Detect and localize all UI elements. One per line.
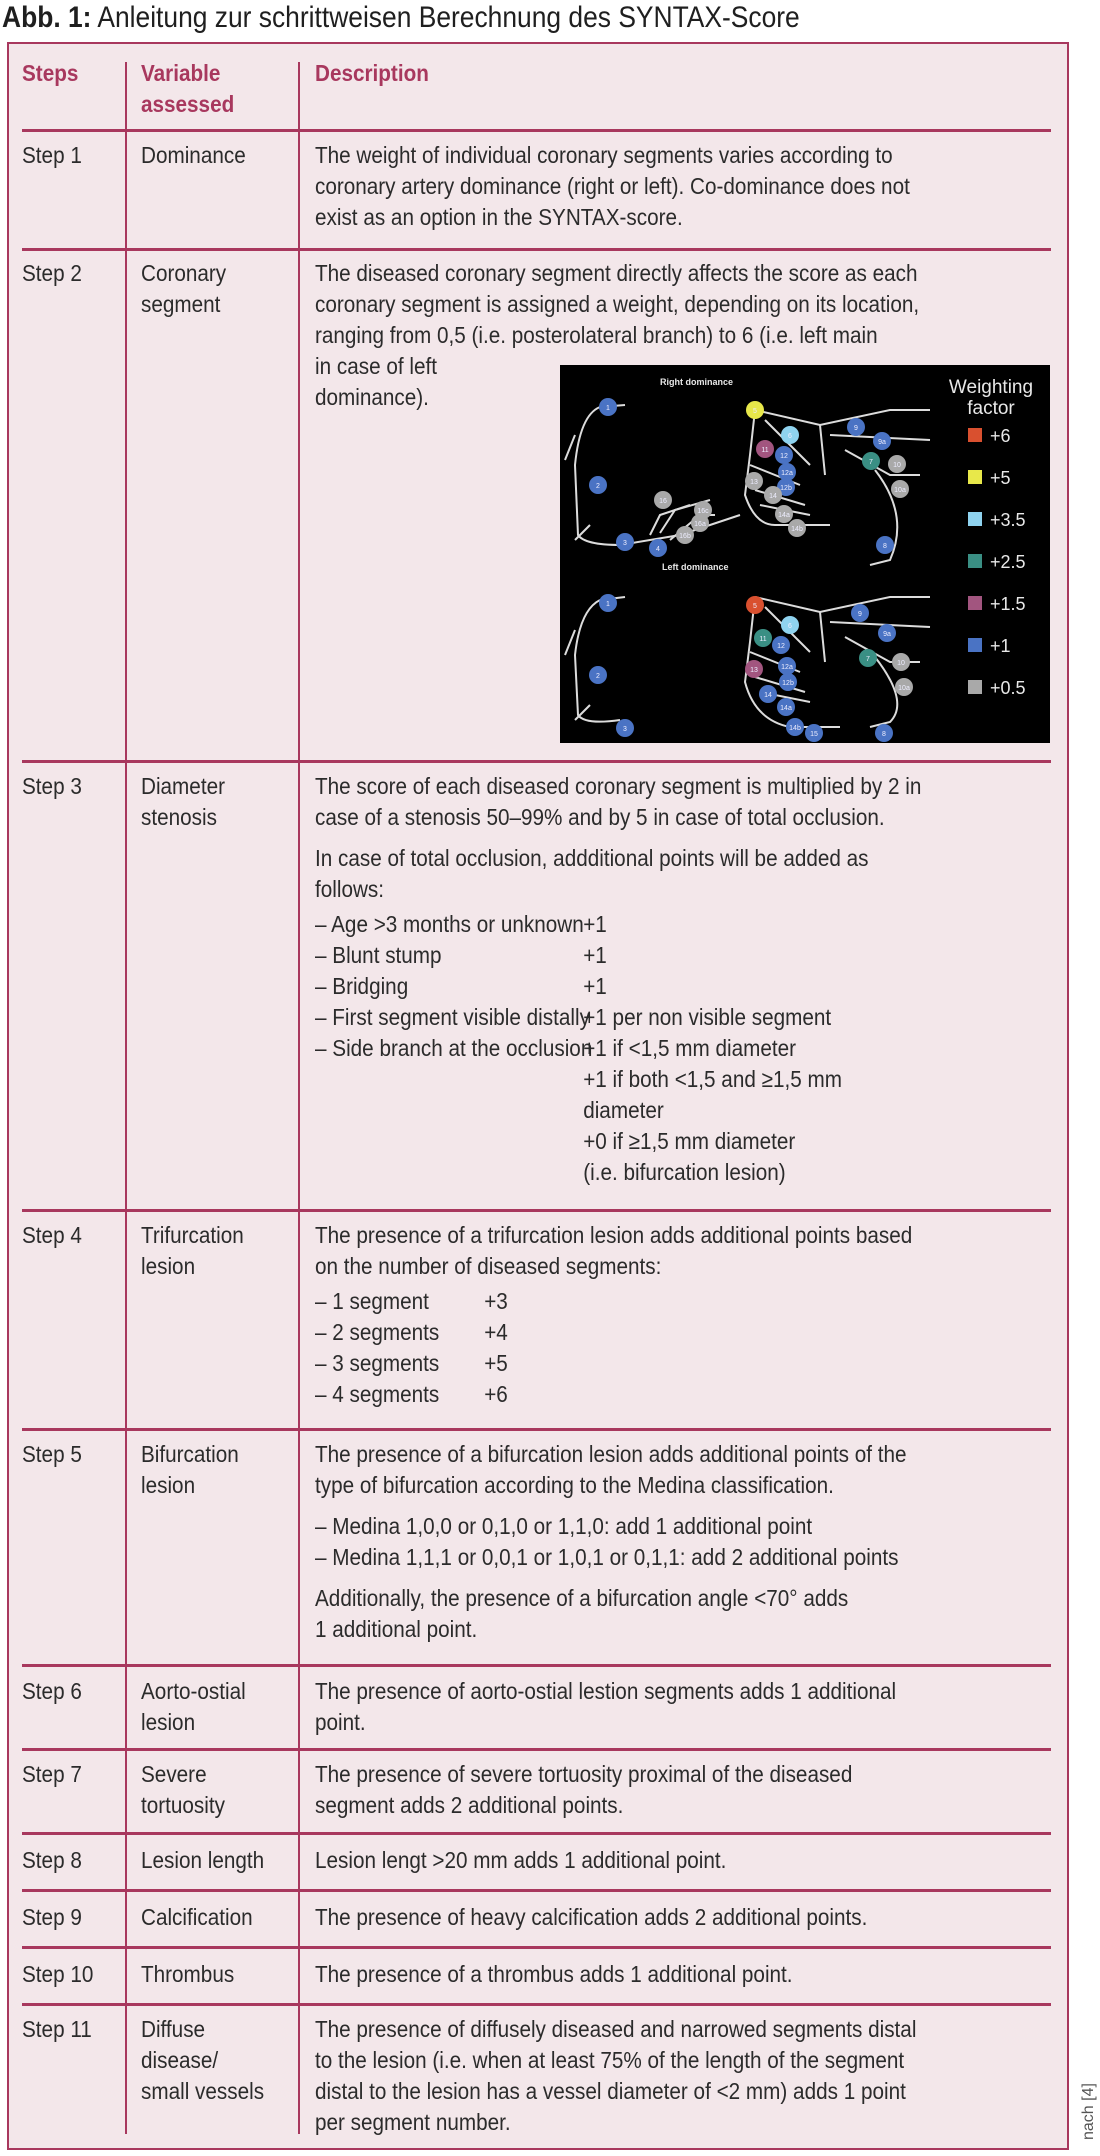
right-dominance-segment-label: 12a	[781, 470, 793, 477]
right-dominance-segment-label: 14b	[791, 526, 803, 533]
step-label: Step 7	[22, 1761, 82, 1787]
header-description: Description	[315, 60, 429, 86]
left-dominance-segment-label: 2	[596, 673, 600, 680]
variable-assessed	[141, 258, 226, 320]
left-dominance-segment-label: 6	[788, 623, 792, 630]
description-line: 1 additional point.	[315, 1616, 478, 1642]
row-divider	[22, 129, 1051, 132]
step-label: Step 2	[22, 260, 82, 286]
variable-line: lesion	[141, 1472, 196, 1498]
right-dominance-segment-label: 16	[659, 498, 667, 505]
trifurcation-points-list	[315, 1286, 912, 1410]
left-dominance-segment-label: 14a	[780, 705, 792, 712]
step-label: Step 8	[22, 1847, 82, 1873]
description-line: point.	[315, 1709, 366, 1735]
right-dominance-segment-label: 16c	[697, 508, 709, 515]
right-dominance-segment-label: 13	[750, 479, 758, 486]
vessel-path	[820, 425, 825, 475]
item-value: +1 if both <1,5 and ≥1,5 mm	[583, 1066, 842, 1092]
step-label: Step 9	[22, 1904, 82, 1930]
description-line: coronary artery dominance (right or left). Co-dominance does not	[315, 173, 910, 199]
item-label: – 4 segments	[315, 1381, 440, 1407]
step-description	[315, 1220, 912, 1410]
column-divider	[125, 62, 127, 2134]
row-divider	[22, 760, 1051, 763]
legend-title-line: Weighting	[948, 377, 1034, 398]
right-dominance-segment-label: 3	[623, 540, 627, 547]
item-value: +1	[583, 942, 607, 968]
left-dominance-segment-label: 9a	[883, 631, 891, 638]
right-dominance-segment-label: 2	[596, 483, 600, 490]
description-line: type of bifurcation according to the Medina classification.	[315, 1472, 834, 1498]
item-label: – Bridging	[315, 973, 409, 999]
right-dominance-segment-label: 16a	[694, 521, 706, 528]
vessel-path	[755, 597, 930, 612]
item-value: +1 if <1,5 mm diameter	[583, 1035, 797, 1061]
legend-label: +5	[990, 468, 1011, 488]
item-value: +4	[484, 1319, 508, 1345]
row-divider	[22, 1664, 1051, 1667]
row-divider	[22, 1748, 1051, 1751]
step-label: Step 3	[22, 773, 82, 799]
item-value: +3	[484, 1288, 508, 1314]
description-line: exist as an option in the SYNTAX-score.	[315, 204, 683, 230]
variable-line: Diameter	[141, 773, 225, 799]
description-line: The score of each diseased coronary segment is multiplied by 2 in	[315, 773, 922, 799]
step-label: Step 4	[22, 1222, 82, 1248]
variable-line: Severe	[141, 1761, 207, 1787]
variable-assessed	[141, 2014, 264, 2107]
row-divider	[22, 2003, 1051, 2006]
coronary-diagram-svg	[560, 365, 1050, 743]
description-line: dominance).	[315, 384, 429, 410]
header-variable	[141, 58, 234, 120]
variable-assessed	[141, 1959, 234, 1990]
step-description	[315, 1959, 793, 1990]
variable-line: small vessels	[141, 2078, 265, 2104]
left-dominance-segment-label: 7	[866, 656, 870, 663]
description-line: per segment number.	[315, 2109, 511, 2135]
right-dominance-segment-label: 6	[788, 433, 792, 440]
item-label: – Side branch at the occlusion	[315, 1035, 593, 1061]
medina-bullet: – Medina 1,1,1 or 0,0,1 or 1,0,1 or 0,1,1: add 2 additional points	[315, 1544, 899, 1570]
left-dominance-segment-label: 1	[606, 601, 610, 608]
row-divider	[22, 1946, 1051, 1949]
variable-assessed	[141, 140, 246, 171]
row-divider	[22, 1832, 1051, 1835]
description-line: ranging from 0,5 (i.e. posterolateral branch) to 6 (i.e. left main	[315, 322, 878, 348]
vessel-path	[820, 612, 825, 662]
description-line: The diseased coronary segment directly affects the score as each	[315, 260, 918, 286]
variable-line: tortuosity	[141, 1792, 225, 1818]
left-dominance-segment-label: 9	[858, 611, 862, 618]
variable-line: Diffuse	[141, 2016, 206, 2042]
vessel-path	[870, 657, 897, 727]
description-line: The presence of severe tortuosity proximal of the diseased	[315, 1761, 853, 1787]
legend-label: +6	[990, 426, 1011, 446]
item-value: +6	[484, 1381, 508, 1407]
right-dominance-segment-label: 7	[869, 459, 873, 466]
description-line: In case of total occlusion, addditional points will be added as	[315, 845, 869, 871]
description-line: case of a stenosis 50–99% and by 5 in case of total occlusion.	[315, 804, 885, 830]
item-value: +5	[484, 1350, 508, 1376]
description-line: The presence of aorto-ostial lestion segments adds 1 additional	[315, 1678, 897, 1704]
variable-line: Dominance	[141, 142, 246, 168]
item-label: – Blunt stump	[315, 942, 442, 968]
description-line: The presence of heavy calcification adds 2 additional points.	[315, 1904, 868, 1930]
variable-line: Calcification	[141, 1904, 253, 1930]
variable-line: Thrombus	[141, 1961, 235, 1987]
variable-line: Aorto-ostial	[141, 1678, 246, 1704]
description-line: The presence of a trifurcation lesion adds additional points based	[315, 1222, 913, 1248]
left-dominance-segment-label: 5	[753, 603, 757, 610]
figure-title-text: Anleitung zur schrittweisen Berechnung des SYNTAX-Score	[97, 1, 800, 34]
row-divider	[22, 1209, 1051, 1212]
description-line: follows:	[315, 876, 385, 902]
right-dominance-segment-label: 5	[753, 408, 757, 415]
vessel-path	[845, 450, 920, 475]
row-divider	[22, 1889, 1051, 1892]
column-divider	[298, 62, 300, 2134]
variable-line: stenosis	[141, 804, 217, 830]
description-line: on the number of diseased segments:	[315, 1253, 662, 1279]
left-dominance-segment-label: 12	[777, 643, 785, 650]
variable-line: Bifurcation	[141, 1441, 239, 1467]
step-description	[315, 1902, 867, 1933]
description-line: Lesion lengt >20 mm adds 1 additional point.	[315, 1847, 727, 1873]
item-value: +0 if ≥1,5 mm diameter	[583, 1128, 796, 1154]
variable-line: segment	[141, 291, 221, 317]
step-label: Step 11	[22, 2016, 92, 2042]
description-line: in case of left	[315, 353, 437, 379]
left-dominance-segment-label: 3	[623, 726, 627, 733]
step-label: Step 6	[22, 1678, 82, 1704]
description-line: coronary segment is assigned a weight, depending on its location,	[315, 291, 920, 317]
description-line: The presence of a bifurcation lesion adds additional points of the	[315, 1441, 907, 1467]
legend-label: +3.5	[990, 510, 1026, 530]
right-dominance-segment-label: 12b	[780, 485, 792, 492]
header-steps: Steps	[22, 60, 79, 86]
vessel-path	[565, 435, 575, 460]
occlusion-points-list	[315, 909, 921, 1189]
right-dominance-segment-label: 8	[883, 543, 887, 550]
legend-swatch	[968, 680, 982, 694]
item-label: – 2 segments	[315, 1319, 440, 1345]
left-dominance-segment-label: 14	[764, 692, 772, 699]
variable-assessed	[141, 1220, 244, 1282]
variable-assessed	[141, 1759, 225, 1821]
variable-assessed	[141, 1676, 246, 1738]
medina-bullet: – Medina 1,0,0 or 0,1,0 or 1,1,0: add 1 additional point	[315, 1513, 813, 1539]
legend-swatch	[968, 428, 982, 442]
description-line: The presence of a thrombus adds 1 additional point.	[315, 1961, 793, 1987]
step-description	[315, 1439, 906, 1645]
step-description	[315, 1845, 726, 1876]
right-dominance-segment-label: 4	[656, 546, 660, 553]
step-description	[315, 1759, 852, 1821]
step-label: Step 10	[22, 1961, 94, 1987]
left-dominance-segment-label: 11	[759, 636, 767, 643]
header-variable-line: assessed	[141, 91, 235, 117]
item-value: +1	[583, 973, 607, 999]
row-divider	[22, 248, 1051, 251]
row-divider	[22, 1428, 1051, 1431]
source-credit: nach [4]	[1080, 2083, 1097, 2140]
left-dominance-segment-label: 12b	[782, 680, 794, 687]
variable-line: disease/	[141, 2047, 219, 2073]
legend-label: +1	[990, 636, 1011, 656]
legend-swatch	[968, 596, 982, 610]
item-label: – Age >3 months or unknown	[315, 911, 584, 937]
left-dominance-label: Left dominance	[662, 562, 729, 572]
right-dominance-segment-label: 9	[854, 425, 858, 432]
vessel-path	[565, 630, 575, 655]
variable-assessed	[141, 1902, 253, 1933]
legend-label: +1.5	[990, 594, 1026, 614]
left-dominance-segment-label: 10a	[898, 685, 910, 692]
right-dominance-segment-label: 16b	[679, 533, 691, 540]
item-value: (i.e. bifurcation lesion)	[583, 1159, 786, 1185]
variable-line: Lesion length	[141, 1847, 265, 1873]
step-description	[315, 771, 921, 1189]
right-dominance-segment-label: 1	[606, 405, 610, 412]
right-dominance-segment-label: 9a	[878, 439, 886, 446]
right-dominance-label: Right dominance	[660, 377, 734, 387]
item-label: – First segment visible distally	[315, 1004, 590, 1030]
legend-swatch	[968, 638, 982, 652]
header-variable-line: Variable	[141, 60, 221, 86]
vessel-path	[575, 600, 620, 722]
variable-assessed	[141, 1845, 264, 1876]
step-label: Step 1	[22, 142, 82, 168]
right-dominance-segment-label: 11	[761, 447, 769, 454]
description-line: Additionally, the presence of a bifurcation angle <70° adds	[315, 1585, 849, 1611]
variable-line: lesion	[141, 1253, 196, 1279]
variable-assessed	[141, 771, 225, 833]
legend-title-line: factor	[967, 398, 1015, 419]
right-dominance-segment-label: 14a	[778, 512, 790, 519]
coronary-segment-weighting-diagram	[560, 365, 1050, 743]
legend-label: +2.5	[990, 552, 1026, 572]
left-dominance-segment-label: 8	[882, 731, 886, 738]
item-value: +1 per non visible segment	[583, 1004, 832, 1030]
description-line: The presence of diffusely diseased and narrowed segments distal	[315, 2016, 917, 2042]
item-value: diameter	[583, 1097, 664, 1123]
vessel-path	[575, 407, 740, 545]
step-description	[315, 1676, 896, 1738]
left-dominance-segment-label: 12a	[781, 664, 793, 671]
legend-swatch	[968, 470, 982, 484]
step-label: Step 5	[22, 1441, 82, 1467]
right-dominance-segment-label: 10a	[894, 487, 906, 494]
variable-line: Coronary	[141, 260, 227, 286]
legend-swatch	[968, 554, 982, 568]
legend-label: +0.5	[990, 678, 1026, 698]
variable-line: Trifurcation	[141, 1222, 244, 1248]
description-line: segment adds 2 additional points.	[315, 1792, 624, 1818]
figure-title	[2, 0, 800, 36]
item-value: +1	[583, 911, 607, 937]
right-dominance-segment-label: 12	[780, 453, 788, 460]
item-label: – 1 segment	[315, 1288, 429, 1314]
vessel-path	[755, 410, 930, 425]
right-dominance-segment-label: 14	[769, 493, 777, 500]
legend-swatch	[968, 512, 982, 526]
left-dominance-segment-label: 13	[750, 667, 758, 674]
step-description	[315, 140, 910, 233]
description-line: to the lesion (i.e. when at least 75% of the length of the segment	[315, 2047, 905, 2073]
step-description	[315, 2014, 916, 2138]
variable-assessed	[141, 1439, 239, 1501]
right-dominance-segment-label: 10	[893, 462, 901, 469]
vessel-path	[830, 622, 930, 627]
figure-label: Abb. 1:	[2, 1, 92, 34]
variable-line: lesion	[141, 1709, 196, 1735]
description-line: distal to the lesion has a vessel diameter of <2 mm) adds 1 point	[315, 2078, 906, 2104]
left-dominance-segment-label: 14b	[789, 725, 801, 732]
left-dominance-segment-label: 15	[810, 731, 818, 738]
description-line: The weight of individual coronary segments varies according to	[315, 142, 893, 168]
left-dominance-segment-label: 10	[897, 660, 905, 667]
item-label: – 3 segments	[315, 1350, 440, 1376]
